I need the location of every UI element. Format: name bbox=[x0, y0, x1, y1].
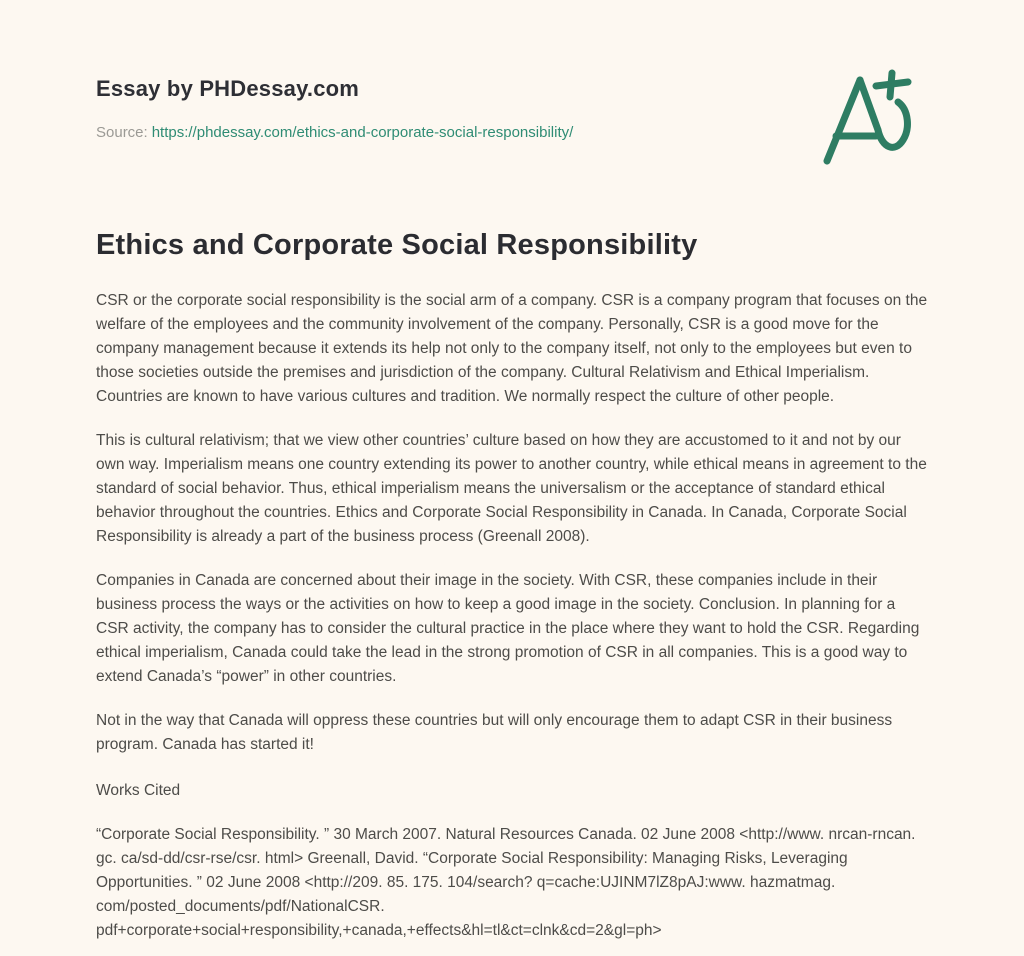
essay-paragraph: Not in the way that Canada will oppress these countries but will only encourage them to adapt CSR in their business program. Canada has started it! bbox=[96, 712, 893, 753]
source-label: Source: bbox=[96, 124, 148, 141]
essay-paragraph: Companies in Canada are concerned about their image in the society. With CSR, these companies include in their business process the ways or the activities on how to keep a good image in the society. Conclusion. In planning for a CSR activity, the company has to consider the cultural practice in the place where they want to hold the CSR. Regarding ethical imperialism, Canada could take the lead in the strong promotion of CSR in all companies. This is a good way to extend Canada’s “power” in other countries. bbox=[96, 572, 920, 685]
works-cited-heading: Works Cited bbox=[96, 782, 181, 799]
works-cited-entry: “Corporate Social Responsibility. ” 30 March 2007. Natural Resources Canada. 02 June 2008 <http://www. nrcan-rncan. gc. ca/sd-dd/csr-rse/csr. html> Greenall, David. “Corporate Social Responsibility: Managing Risks, Leveraging Opportunities. ” 02 June 2008 <http://209. 85. 175. 104/search? q=cache:UJINM7lZ8pAJ:www. hazmatmag. com/posted_documents/pdf/NationalCSR. pdf+corporate+social+responsibility,+canada,+effects&hl=tl&ct=clnk&cd=2&gl=ph> bbox=[96, 826, 916, 939]
a-plus-logo-icon bbox=[818, 64, 912, 170]
essay-paragraph: This is cultural relativism; that we view other countries’ culture based on how they are accustomed to it and not by our own way. Imperialism means one country extending its power to another country, while ethical means in agreement to the standard of social behavior. Thus, ethical imperialism means the universalism or the acceptance of standard ethical behavior throughout the countries. Ethics and Corporate Social Responsibility in Canada. In Canada, Corporate Social Responsibility is already a part of the business process (Greenall 2008). bbox=[96, 432, 927, 545]
essay-paragraph: CSR or the corporate social responsibility is the social arm of a company. CSR is a company program that focuses on the welfare of the employees and the community involvement of the company. Personally, CSR is a good move for the company management because it extends its help not only to the company itself, not only to the employees but even to those societies outside the premises and jurisdiction of the company. Cultural Relativism and Ethical Imperialism. Countries are known to have various cultures and tradition. We normally respect the culture of other people. bbox=[96, 292, 928, 405]
source-line bbox=[96, 124, 928, 141]
site-header-title: Essay by PHDessay.com bbox=[96, 76, 360, 101]
source-link[interactable]: https://phdessay.com/ethics-and-corporate-social-responsibility/ bbox=[151, 124, 574, 141]
page-title: Ethics and Corporate Social Responsibility bbox=[96, 229, 698, 261]
